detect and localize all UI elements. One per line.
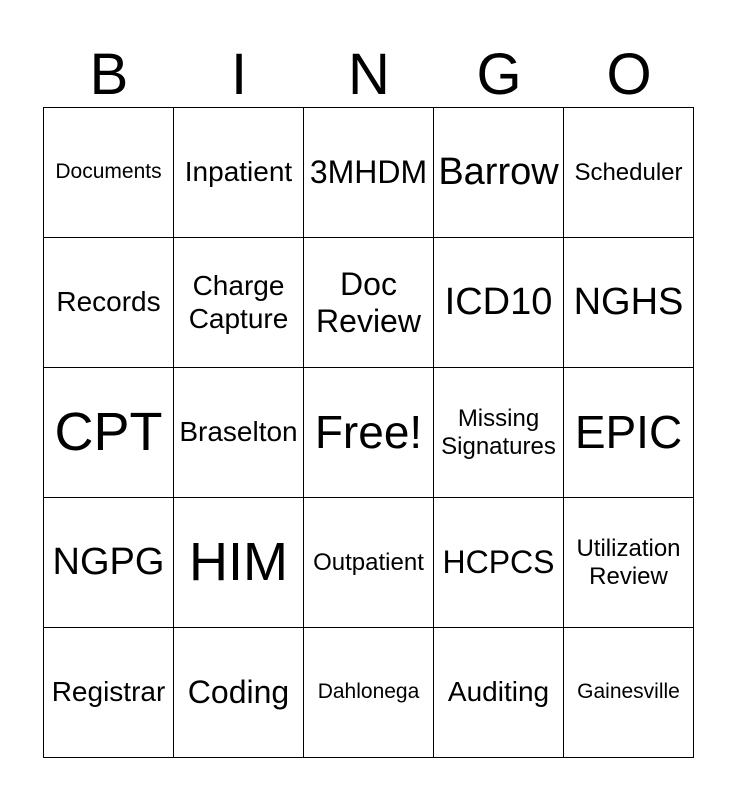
bingo-cell[interactable]: Doc Review	[304, 238, 434, 368]
bingo-cell[interactable]: Dahlonega	[304, 628, 434, 758]
header-letter-g: G	[476, 42, 522, 107]
header-letter-b: B	[89, 42, 129, 107]
bingo-cell[interactable]: NGHS	[564, 238, 694, 368]
bingo-cell[interactable]: ICD10	[434, 238, 564, 368]
free-space-cell[interactable]: Free!	[304, 368, 434, 498]
bingo-cell[interactable]: Outpatient	[304, 498, 434, 628]
bingo-cell[interactable]: Auditing	[434, 628, 564, 758]
bingo-cell[interactable]: HIM	[174, 498, 304, 628]
bingo-cell[interactable]: Documents	[44, 108, 174, 238]
bingo-cell[interactable]: Charge Capture	[174, 238, 304, 368]
bingo-cell[interactable]: HCPCS	[434, 498, 564, 628]
bingo-cell[interactable]: EPIC	[564, 368, 694, 498]
bingo-cell[interactable]: 3MHDM	[304, 108, 434, 238]
bingo-cell[interactable]: Scheduler	[564, 108, 694, 238]
bingo-cell[interactable]: Gainesville	[564, 628, 694, 758]
bingo-cell[interactable]: Coding	[174, 628, 304, 758]
bingo-cell[interactable]: Utilization Review	[564, 498, 694, 628]
bingo-board	[43, 107, 694, 758]
bingo-cell[interactable]: Inpatient	[174, 108, 304, 238]
bingo-cell[interactable]: Barrow	[434, 108, 564, 238]
bingo-header	[44, 42, 694, 108]
bingo-cell[interactable]: Missing Signatures	[434, 368, 564, 498]
bingo-cell[interactable]: CPT	[44, 368, 174, 498]
bingo-cell[interactable]: Registrar	[44, 628, 174, 758]
header-letter-i: I	[230, 42, 248, 107]
header-letter-o: O	[606, 42, 652, 107]
header-letter-n: N	[348, 42, 390, 107]
bingo-cell[interactable]: NGPG	[44, 498, 174, 628]
bingo-cell[interactable]: Records	[44, 238, 174, 368]
bingo-cell[interactable]: Braselton	[174, 368, 304, 498]
